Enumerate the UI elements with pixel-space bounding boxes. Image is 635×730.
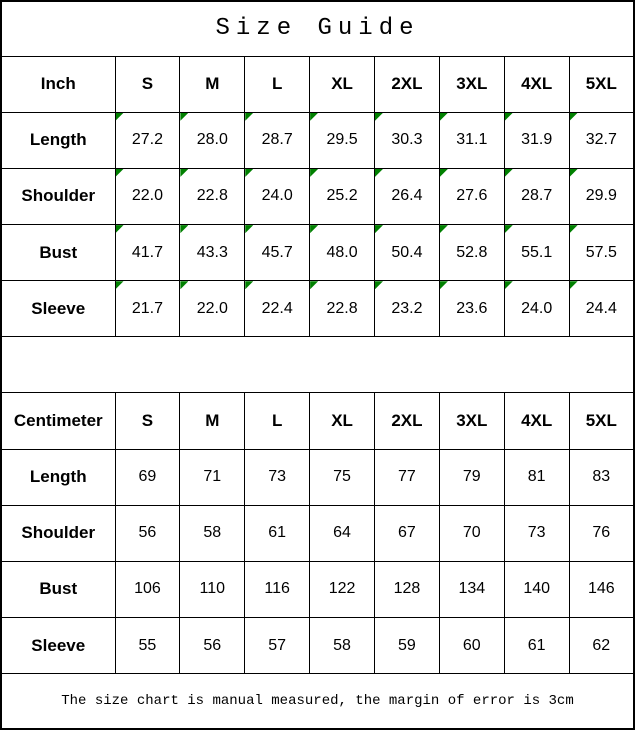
- value-cell: [245, 112, 310, 168]
- value-cell: 140: [504, 561, 569, 617]
- value-cell: 61: [245, 505, 310, 561]
- size-header-cell: 3XL: [439, 393, 504, 449]
- size-header-cell: 2XL: [375, 56, 440, 112]
- value-cell: 64: [310, 505, 375, 561]
- value-cell: 128: [375, 561, 440, 617]
- value-text: 43.3: [196, 243, 228, 261]
- value-cell: 55: [115, 618, 180, 674]
- row-label-cell: Length: [1, 112, 115, 168]
- note-text: The size chart is manual measured, the margin of error is 3cm: [1, 674, 634, 729]
- value-cell: 116: [245, 561, 310, 617]
- value-text: 22.0: [131, 187, 163, 205]
- value-cell: [375, 225, 440, 281]
- row-label-cell: Sleeve: [1, 281, 115, 337]
- flag-triangle-icon: [375, 169, 383, 177]
- value-cell: [439, 112, 504, 168]
- size-header-cell: XL: [310, 56, 375, 112]
- flag-triangle-icon: [570, 113, 578, 121]
- value-cell: 134: [439, 561, 504, 617]
- flag-triangle-icon: [310, 169, 318, 177]
- size-header-cell: S: [115, 56, 180, 112]
- value-cell: 59: [375, 618, 440, 674]
- value-cell: [569, 112, 634, 168]
- value-cell: [439, 225, 504, 281]
- value-cell: 58: [180, 505, 245, 561]
- value-cell: [504, 112, 569, 168]
- value-text: 41.7: [131, 243, 163, 261]
- flag-triangle-icon: [116, 225, 124, 233]
- inch-unit-header-cell: Inch: [1, 56, 115, 112]
- size-header-cell: L: [245, 56, 310, 112]
- value-cell: 60: [439, 618, 504, 674]
- note-row: [1, 674, 634, 729]
- flag-triangle-icon: [440, 113, 448, 121]
- value-cell: 79: [439, 449, 504, 505]
- flag-triangle-icon: [375, 281, 383, 289]
- inch-header-row: [1, 56, 634, 112]
- flag-triangle-icon: [180, 113, 188, 121]
- value-text: 26.4: [391, 187, 423, 205]
- flag-triangle-icon: [440, 225, 448, 233]
- flag-triangle-icon: [180, 281, 188, 289]
- value-text: 29.9: [585, 187, 617, 205]
- value-cell: [569, 281, 634, 337]
- flag-triangle-icon: [310, 225, 318, 233]
- value-text: 52.8: [456, 243, 488, 261]
- flag-triangle-icon: [570, 169, 578, 177]
- flag-triangle-icon: [116, 169, 124, 177]
- value-text: 22.8: [326, 299, 358, 317]
- value-cell: 106: [115, 561, 180, 617]
- flag-triangle-icon: [116, 113, 124, 121]
- value-cell: [375, 281, 440, 337]
- value-cell: [180, 112, 245, 168]
- flag-triangle-icon: [505, 225, 513, 233]
- value-cell: [504, 281, 569, 337]
- flag-triangle-icon: [180, 169, 188, 177]
- value-cell: 77: [375, 449, 440, 505]
- value-cell: [115, 168, 180, 224]
- value-cell: 61: [504, 618, 569, 674]
- size-header-cell: 3XL: [439, 56, 504, 112]
- size-header-cell: 5XL: [569, 393, 634, 449]
- value-cell: [504, 225, 569, 281]
- value-cell: 73: [245, 449, 310, 505]
- flag-triangle-icon: [310, 281, 318, 289]
- value-cell: 110: [180, 561, 245, 617]
- value-cell: 57: [245, 618, 310, 674]
- value-cell: 75: [310, 449, 375, 505]
- value-cell: [180, 281, 245, 337]
- value-text: 31.9: [521, 131, 553, 149]
- size-header-cell: 5XL: [569, 56, 634, 112]
- value-text: 24.4: [585, 299, 617, 317]
- row-label-cell: Shoulder: [1, 505, 115, 561]
- value-cell: 56: [180, 618, 245, 674]
- value-text: 31.1: [456, 131, 488, 149]
- inch-shoulder-row: [1, 168, 634, 224]
- value-cell: 62: [569, 618, 634, 674]
- value-cell: [439, 168, 504, 224]
- size-header-cell: S: [115, 393, 180, 449]
- value-text: 50.4: [391, 243, 423, 261]
- value-cell: [569, 168, 634, 224]
- value-text: 23.2: [391, 299, 423, 317]
- size-header-cell: 4XL: [504, 56, 569, 112]
- value-text: 27.6: [456, 187, 488, 205]
- value-cell: 122: [310, 561, 375, 617]
- value-cell: 56: [115, 505, 180, 561]
- value-text: 22.0: [196, 299, 228, 317]
- value-cell: [375, 112, 440, 168]
- value-cell: 58: [310, 618, 375, 674]
- row-label-cell: Length: [1, 449, 115, 505]
- value-cell: 76: [569, 505, 634, 561]
- value-text: 24.0: [261, 187, 293, 205]
- spacer-row: [1, 337, 634, 393]
- row-label-cell: Bust: [1, 561, 115, 617]
- value-cell: [504, 168, 569, 224]
- title-row: [1, 1, 634, 56]
- row-label-cell: Sleeve: [1, 618, 115, 674]
- size-header-cell: 4XL: [504, 393, 569, 449]
- value-text: 27.2: [131, 131, 163, 149]
- value-cell: [245, 225, 310, 281]
- flag-triangle-icon: [245, 169, 253, 177]
- value-cell: [310, 112, 375, 168]
- value-text: 32.7: [585, 131, 617, 149]
- size-header-cell: 2XL: [375, 393, 440, 449]
- value-text: 45.7: [261, 243, 293, 261]
- value-cell: 73: [504, 505, 569, 561]
- value-text: 57.5: [585, 243, 617, 261]
- row-label-cell: Bust: [1, 225, 115, 281]
- flag-triangle-icon: [310, 113, 318, 121]
- flag-triangle-icon: [505, 169, 513, 177]
- value-text: 21.7: [131, 299, 163, 317]
- value-text: 24.0: [521, 299, 553, 317]
- flag-triangle-icon: [570, 225, 578, 233]
- flag-triangle-icon: [180, 225, 188, 233]
- value-text: 28.7: [521, 187, 553, 205]
- value-cell: [310, 225, 375, 281]
- flag-triangle-icon: [375, 225, 383, 233]
- value-cell: [375, 168, 440, 224]
- flag-triangle-icon: [570, 281, 578, 289]
- size-header-cell: L: [245, 393, 310, 449]
- value-text: 23.6: [456, 299, 488, 317]
- value-cell: [569, 225, 634, 281]
- page-title: Size Guide: [1, 1, 634, 56]
- value-text: 22.8: [196, 187, 228, 205]
- centimeter-length-row: [1, 449, 634, 505]
- row-label-cell: Shoulder: [1, 168, 115, 224]
- value-cell: [180, 168, 245, 224]
- value-cell: [245, 281, 310, 337]
- centimeter-sleeve-row: [1, 618, 634, 674]
- inch-sleeve-row: [1, 281, 634, 337]
- value-cell: [439, 281, 504, 337]
- value-cell: [310, 281, 375, 337]
- value-cell: [245, 168, 310, 224]
- value-text: 55.1: [521, 243, 553, 261]
- value-cell: [115, 281, 180, 337]
- value-cell: 146: [569, 561, 634, 617]
- value-text: 28.0: [196, 131, 228, 149]
- value-cell: 71: [180, 449, 245, 505]
- value-cell: 83: [569, 449, 634, 505]
- flag-triangle-icon: [440, 281, 448, 289]
- flag-triangle-icon: [245, 281, 253, 289]
- flag-triangle-icon: [245, 113, 253, 121]
- centimeter-bust-row: [1, 561, 634, 617]
- flag-triangle-icon: [505, 113, 513, 121]
- value-text: 30.3: [391, 131, 423, 149]
- value-text: 29.5: [326, 131, 358, 149]
- size-header-cell: M: [180, 393, 245, 449]
- value-cell: [115, 225, 180, 281]
- value-text: 25.2: [326, 187, 358, 205]
- size-header-cell: M: [180, 56, 245, 112]
- flag-triangle-icon: [116, 281, 124, 289]
- flag-triangle-icon: [505, 281, 513, 289]
- centimeter-header-row: [1, 393, 634, 449]
- value-cell: 67: [375, 505, 440, 561]
- value-cell: [310, 168, 375, 224]
- size-header-cell: XL: [310, 393, 375, 449]
- inch-length-row: [1, 112, 634, 168]
- value-cell: 81: [504, 449, 569, 505]
- flag-triangle-icon: [440, 169, 448, 177]
- flag-triangle-icon: [375, 113, 383, 121]
- value-cell: [180, 225, 245, 281]
- value-cell: 70: [439, 505, 504, 561]
- value-cell: 69: [115, 449, 180, 505]
- value-cell: [115, 112, 180, 168]
- flag-triangle-icon: [245, 225, 253, 233]
- value-text: 48.0: [326, 243, 358, 261]
- spacer-cell: [1, 337, 634, 393]
- centimeter-unit-header-cell: Centimeter: [1, 393, 115, 449]
- value-text: 22.4: [261, 299, 293, 317]
- inch-bust-row: [1, 225, 634, 281]
- value-text: 28.7: [261, 131, 293, 149]
- centimeter-shoulder-row: [1, 505, 634, 561]
